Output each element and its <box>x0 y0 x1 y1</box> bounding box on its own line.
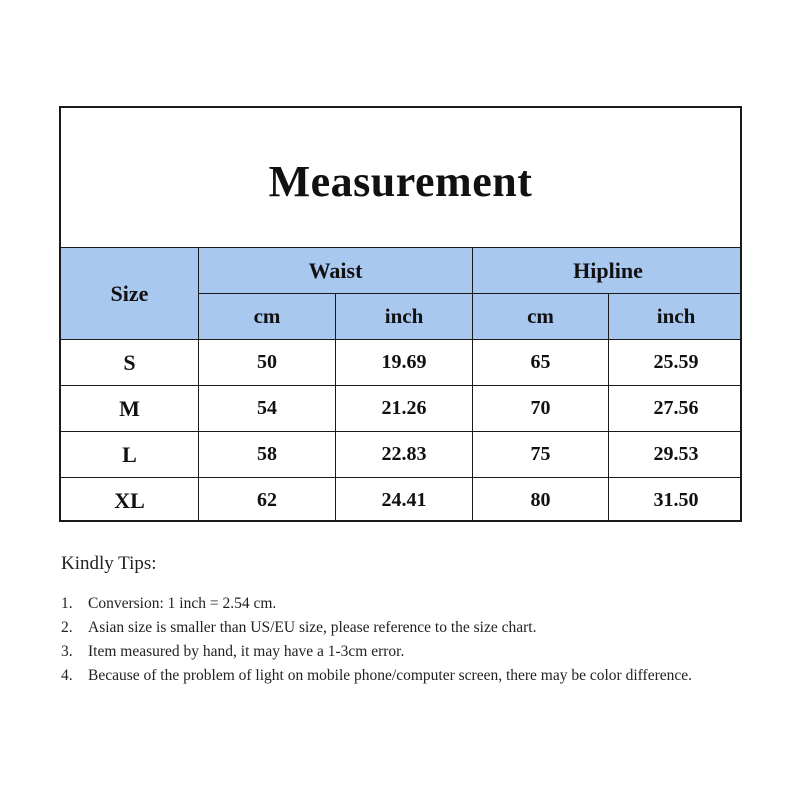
tips-list <box>61 592 751 688</box>
header-row-groups <box>61 248 743 294</box>
hipline-inch-cell: 27.56 <box>609 386 742 432</box>
unit-header-waist-cm: cm <box>199 294 336 340</box>
tip-number: 2. <box>61 619 73 636</box>
table-row <box>61 432 743 478</box>
hipline-cm-cell: 80 <box>473 478 609 523</box>
hipline-inch-cell: 25.59 <box>609 340 742 386</box>
unit-header-waist-inch: inch <box>336 294 473 340</box>
tips-heading: Kindly Tips: <box>61 553 157 574</box>
size-cell: XL <box>61 478 199 523</box>
hipline-cm-cell: 70 <box>473 386 609 432</box>
tip-number: 4. <box>61 667 73 684</box>
list-item <box>61 640 751 664</box>
hipline-inch-cell: 31.50 <box>609 478 742 523</box>
waist-cm-cell: 50 <box>199 340 336 386</box>
list-item <box>61 664 751 688</box>
waist-cm-cell: 58 <box>199 432 336 478</box>
tip-text: Item measured by hand, it may have a 1-3cm error. <box>88 643 405 660</box>
size-cell: S <box>61 340 199 386</box>
hipline-cm-cell: 65 <box>473 340 609 386</box>
unit-header-hipline-inch: inch <box>609 294 742 340</box>
waist-header: Waist <box>199 248 473 294</box>
size-header: Size <box>61 248 199 340</box>
tip-text: Because of the problem of light on mobile phone/computer screen, there may be color difference. <box>88 667 692 684</box>
hipline-cm-cell: 75 <box>473 432 609 478</box>
size-cell: L <box>61 432 199 478</box>
chart-title: Measurement <box>268 157 533 206</box>
tip-number: 3. <box>61 643 73 660</box>
waist-inch-cell: 21.26 <box>336 386 473 432</box>
waist-inch-cell: 24.41 <box>336 478 473 523</box>
tip-text: Asian size is smaller than US/EU size, please reference to the size chart. <box>88 619 537 636</box>
waist-inch-cell: 22.83 <box>336 432 473 478</box>
size-chart <box>59 106 742 522</box>
tip-number: 1. <box>61 595 73 612</box>
hipline-inch-cell: 29.53 <box>609 432 742 478</box>
table-row <box>61 478 743 523</box>
title-area <box>61 108 740 247</box>
size-cell: M <box>61 386 199 432</box>
table-row <box>61 386 743 432</box>
tip-text: Conversion: 1 inch = 2.54 cm. <box>88 595 277 612</box>
list-item <box>61 616 751 640</box>
table-row <box>61 340 743 386</box>
tips-section <box>61 553 751 688</box>
size-table <box>60 247 742 522</box>
waist-cm-cell: 62 <box>199 478 336 523</box>
waist-inch-cell: 19.69 <box>336 340 473 386</box>
hipline-header: Hipline <box>473 248 742 294</box>
unit-header-hipline-cm: cm <box>473 294 609 340</box>
list-item <box>61 592 751 616</box>
waist-cm-cell: 54 <box>199 386 336 432</box>
